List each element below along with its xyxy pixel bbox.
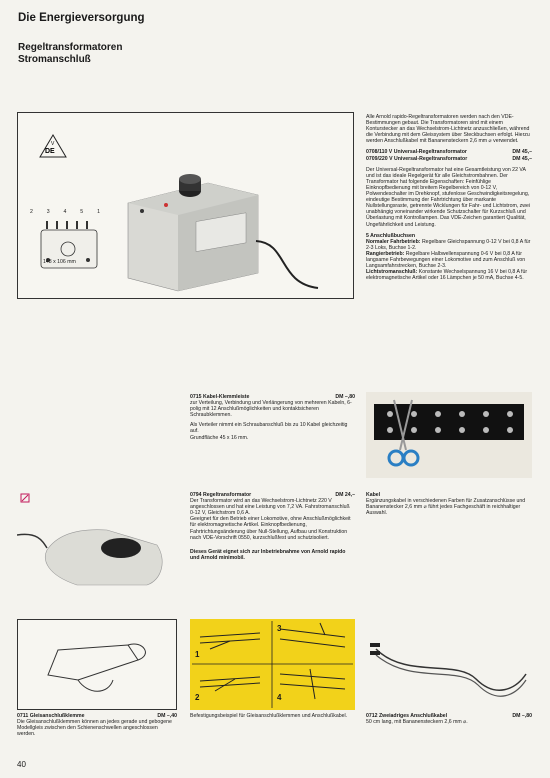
- socket-item: Lichtstromanschluß: Konstante Wechselspannung 16 V bei 0,8 A für elektromagnetische Artikel oder 16 Lämpchen je 50 mA, Buchse 4-5.: [366, 269, 528, 282]
- svg-text:V: V: [51, 141, 55, 147]
- small-transformer-text: 0794 Regeltransformator DM 24,– Der Transformator wird an das Wechselstrom-Lichtnetz 220 V angeschlossen und hat eine Leistung von 7,2 VA. Fahrstromanschluß 0-12 V, Gleichstrom 0,6 A. Geeignet für den Betrieb einer Lokomotive, ohne Anschlußmöglichkeit für elektromagnetische Artikel. Einknopfbedienung, Fahrtrichtungsänderung über Null-Stellung, Aufbau und Konstruktion nach VDE-Vorschrift 0550, kurzschlußfest und schutzisoliert. Dieses Gerät eignet sich zur Inbetriebnahme von Arnold rapido und Arnold minimobil.: [190, 492, 355, 561]
- mounting-caption: Befestigungsbeispiel für Gleisanschlußklemmen und Anschlußkabel.: [190, 713, 348, 719]
- panel-label: 1: [97, 209, 100, 215]
- panel-label: 4: [63, 209, 67, 215]
- socket-item: Normaler Fahrbetrieb: Regelbare Gleichspannung 0-12 V bei 0,8 A für 2-3 Loks, Buchse 1-2.: [366, 238, 531, 251]
- panel-label: 2: [30, 209, 33, 215]
- dimension-label: 148 x 106 mm: [43, 259, 76, 265]
- twin-cable-text: 0712 Zweiadriges Anschlußkabel DM –,80 50 cm lang, mit Bananensteckern 2,6 mm ⌀.: [366, 713, 532, 726]
- transformer-illustration-frame: [17, 112, 354, 299]
- sockets-title: 5 Anschlußbuchsen: [366, 232, 416, 239]
- step-number: 1: [195, 650, 200, 659]
- cable-text: Kabel Ergänzungskabel in verschiedenen Farben für Zusatzanschlüsse und Bananenstecker 2,6 mm ⌀ führt jedes Fachgeschäft in reichhaltiger Auswahl.: [366, 492, 526, 517]
- product-row-0709: 0709/220 V Universal-Regeltransformator DM 45,–: [366, 155, 532, 162]
- panel-labels: [30, 209, 100, 215]
- price: DM 45,–: [512, 149, 532, 156]
- section-title: Die Energieversorgung: [18, 12, 145, 24]
- subtitle-regeltransformatoren: Regeltransformatoren: [18, 42, 123, 53]
- price: DM –,80: [335, 394, 355, 400]
- compatibility-note: Dieses Gerät eignet sich zur Inbetriebnahme von Arnold rapido und Arnold minimobil.: [190, 548, 346, 561]
- page-number: 40: [17, 760, 26, 769]
- transformer-description: Der Universal-Regeltransformator hat eine Gesamtleistung von 22 VA und ist das ideale Regelgerät für alle Gleichstrombahnen. Der Transformator hat folgende Eigenschaften: Feinfühlige Einknopfbedienung mit breitem Regelbereich von 0-12 V, Polwendeschalter im Drehknopf, stufenlose Geschwindigkeitsregelung, eindeutige Bestimmung der Fahrtrichtung über markante Nullstellungsraste, getrennte Wicklungen für Fahr- und Lichtstrom, zwei unabhängig voneinander wirkende Schutzschalter für Kurzschluß und Überlastung mit Kontrollampen. Das VDE-Zeichen garantiert Qualität, Ungefährlichkeit und Leistung.: [366, 166, 531, 228]
- price: DM 24,–: [335, 492, 355, 498]
- small-transformer-photo: [17, 490, 177, 600]
- clamp-text: 0711 Gleisanschlußklemme DM –,40 Die Gleisanschlußklemmen können an jedes gerade und gebogene Modellgleis zwischen den Schienenschwellen angeschlossen werden.: [17, 713, 177, 738]
- step-number: 4: [277, 693, 282, 702]
- terminal-strip-photo: [366, 392, 532, 478]
- mounting-example-panel: [190, 619, 355, 710]
- price: DM 45,–: [512, 155, 532, 162]
- subtitle-stromanschluss: Stromanschluß: [18, 54, 91, 65]
- vde-logo-icon: [40, 135, 66, 157]
- socket-item: Rangierbetrieb: Regelbare Halbwellenspannung 0-6 V bei 0,8 A für langsame Fahrbewegungen einer Lokomotive und zum Anschluß von Langsamfahrstrecken, Buchse 2-3.: [366, 250, 526, 270]
- clamp-drawing: [18, 620, 178, 711]
- svg-text:DE: DE: [45, 148, 55, 155]
- step-number: 3: [277, 624, 282, 633]
- clamp-illustration-frame: [17, 619, 177, 710]
- transformer-text-column: [366, 114, 532, 281]
- panel-label: 5: [80, 209, 84, 215]
- price: DM –,40: [157, 713, 177, 719]
- terminal-strip-text: 0715 Kabel-Klemmleiste DM –,80 zur Verteilung, Verbindung und Verlängerung von mehreren Kabeln, 6-polig mit 12 Anschlußmöglichkeiten und kontaktsicheren Schraubklemmen. Als Verteiler nimmt ein Schraubanschluß bis zu 10 Kabel gleichzeitig auf. Grundfläche 45 x 16 mm.: [190, 394, 355, 441]
- price: DM –,80: [512, 713, 532, 719]
- transformer-photo: [18, 113, 355, 300]
- panel-label: 3: [46, 209, 50, 215]
- transformer-intro: Alle Arnold rapido-Regeltransformatoren werden nach den VDE-Bestimmungen gebaut. Die Transformatoren sind mit einem Konturstecker an das Wechselstrom-Lichtnetz anzuschließen, während die Verbindung mit dem Gleissystem über Steckbuchsen erfolgt. Hierzu werden Anschlußkabel mit Bananensteckern 2,6 mm ⌀ verwendet.: [366, 114, 530, 145]
- twin-cable-photo: [366, 619, 532, 710]
- step-number: 2: [195, 693, 200, 702]
- product-row-0708: 0708/110 V Universal-Regeltransformator DM 45,–: [366, 149, 532, 156]
